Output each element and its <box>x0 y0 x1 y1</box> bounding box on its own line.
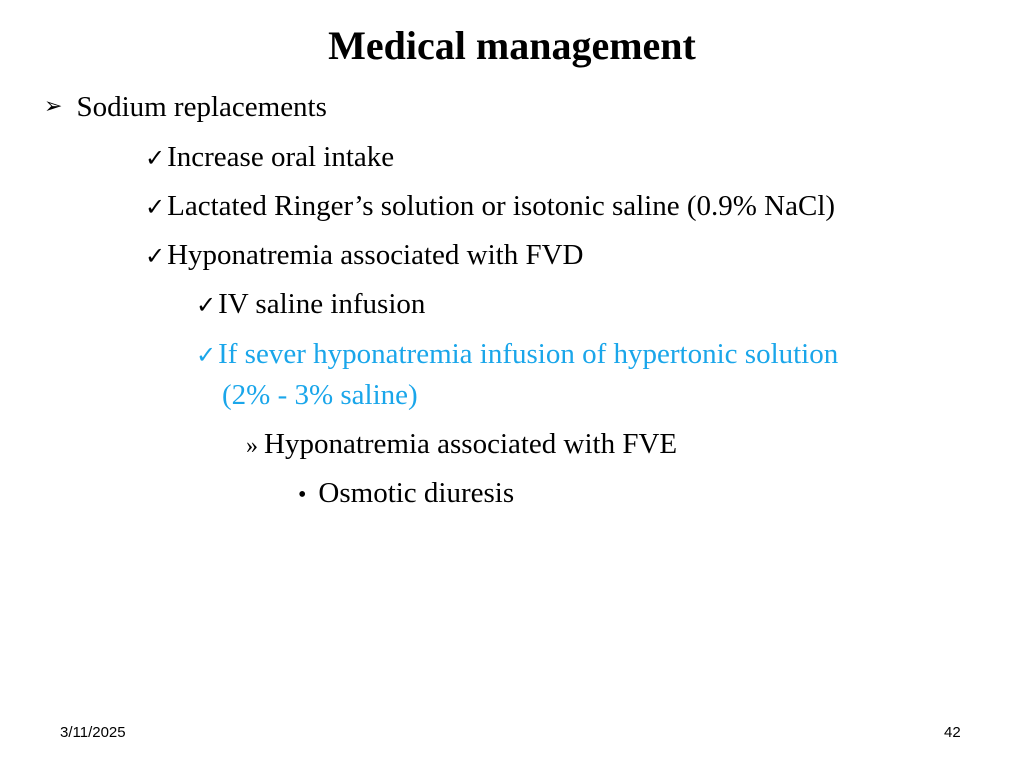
bullet-iv-saline <box>196 284 425 326</box>
double-chevron-icon: » <box>246 433 258 459</box>
bullet-text: Hyponatremia associated with FVE <box>264 428 678 460</box>
dot-bullet-icon: • <box>298 482 307 508</box>
bullet-text: If sever hyponatremia infusion of hypertonic solution <box>218 338 839 370</box>
bullet-lactated-ringers <box>145 186 835 228</box>
bullet-oral-intake <box>145 137 394 179</box>
checkmark-icon: ✓ <box>145 244 166 270</box>
bullet-hyponatremia-fve <box>246 424 677 466</box>
bullet-text: Sodium replacements <box>76 91 327 123</box>
bullet-severe-hyponatremia <box>196 334 838 376</box>
bullet-severe-hyponatremia-continued <box>222 375 418 415</box>
bullet-text: Hyponatremia associated with FVD <box>167 239 584 271</box>
checkmark-icon: ✓ <box>196 293 217 319</box>
bullet-text: Osmotic diuresis <box>318 477 515 509</box>
checkmark-icon: ✓ <box>145 146 166 172</box>
bullet-text: Increase oral intake <box>167 141 395 173</box>
bullet-text: (2% - 3% saline) <box>222 379 418 411</box>
slide-title: Medical management <box>328 23 696 68</box>
bullet-sodium-replacements <box>44 87 327 129</box>
checkmark-icon: ✓ <box>145 195 166 221</box>
footer-date: 3/11/2025 <box>60 724 126 741</box>
arrow-bullet-icon: ➢ <box>44 93 63 118</box>
bullet-text: IV saline infusion <box>218 288 426 320</box>
bullet-text: Lactated Ringer’s solution or isotonic saline (0.9% NaCl) <box>167 190 836 222</box>
checkmark-icon: ✓ <box>196 343 217 369</box>
bullet-hyponatremia-fvd <box>145 235 584 277</box>
bullet-osmotic-diuresis <box>298 473 514 515</box>
footer-page-number: 42 <box>944 724 961 741</box>
